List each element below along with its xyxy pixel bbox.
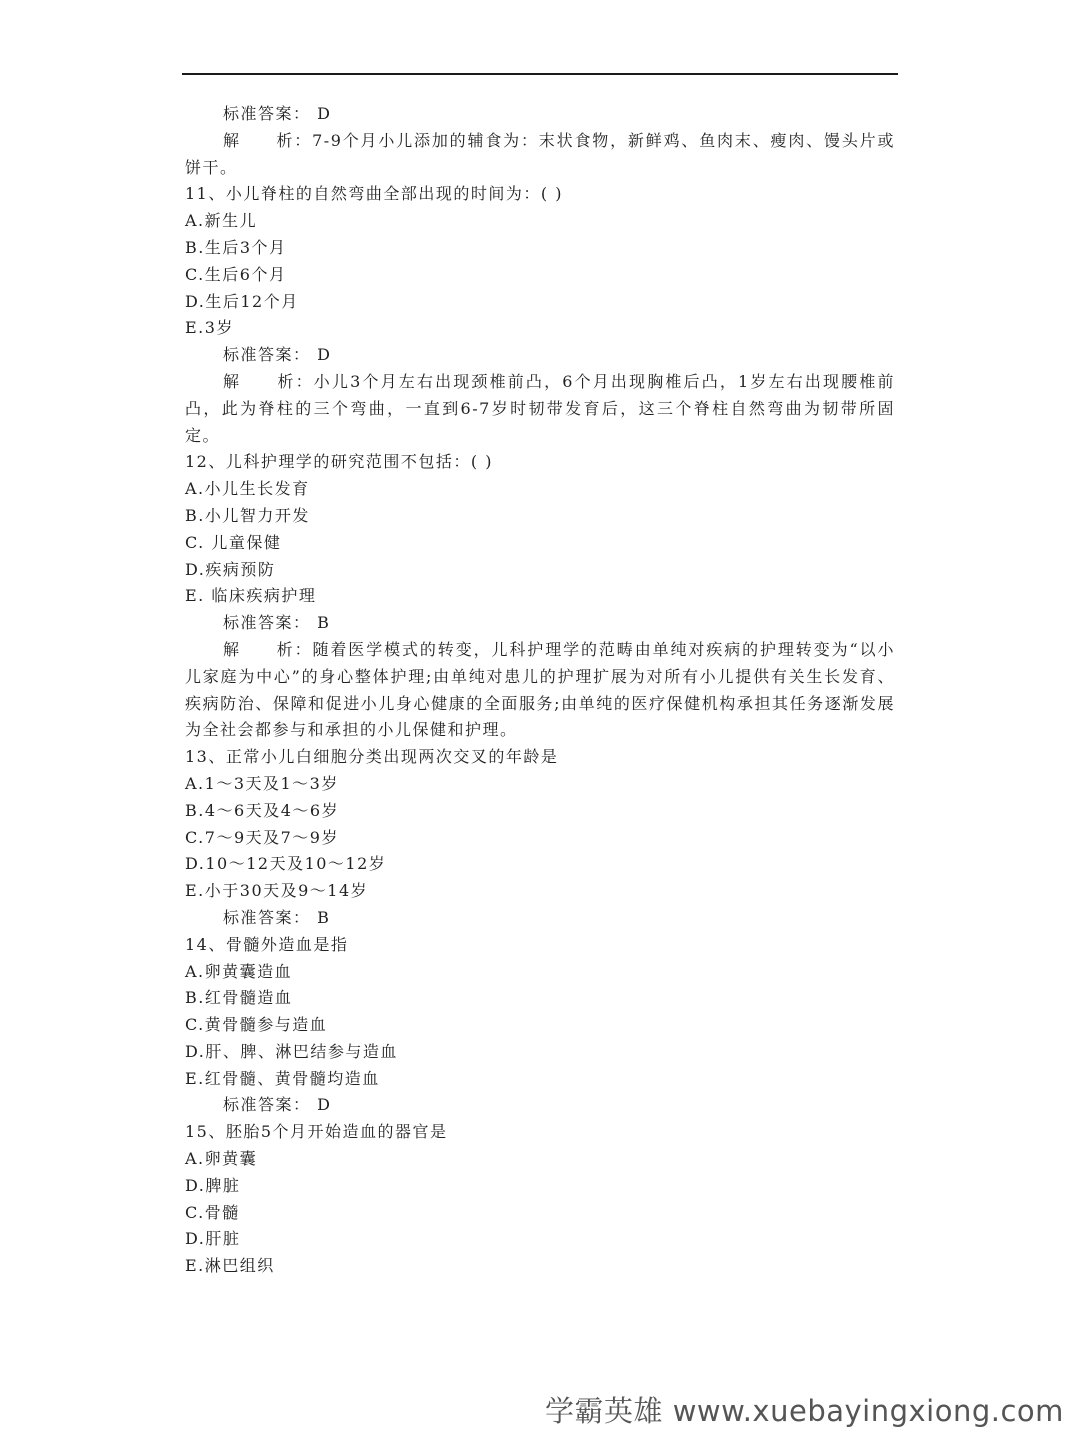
document-body: [185, 101, 895, 1280]
question-stem: 11、小儿脊柱的自然弯曲全部出现的时间为：( ): [185, 184, 563, 204]
analysis-paragraph: 解 析：随着医学模式的转变，儿科护理学的范畴由单纯对疾病的护理转变为“以小儿家庭为中心”的身心整体护理;由单纯对患儿的护理扩展为对所有小儿提供有关生长发育、疾病防治、保障和促进小儿身心健康的全面服务;由单纯的医疗保健机构承担其任务逐渐发展为全社会都参与和承担的小儿保健和护理。: [185, 639, 895, 740]
answer-option: A.卵黄囊: [185, 1149, 258, 1169]
answer-option: C.骨髓: [185, 1202, 240, 1222]
answer-option: A.1～3天及1～3岁: [185, 773, 339, 793]
answer-line: 标准答案： D: [223, 345, 332, 365]
question-stem: 14、骨髓外造血是指: [185, 934, 349, 954]
question-stem: 13、正常小儿白细胞分类出现两次交叉的年龄是: [185, 747, 559, 767]
answer-option: C.7～9天及7～9岁: [185, 827, 339, 847]
answer-line: 标准答案： B: [223, 613, 331, 633]
answer-option: E.红骨髓、黄骨髓均造血: [185, 1068, 380, 1088]
answer-line: 标准答案： D: [223, 1095, 332, 1115]
answer-option: D.10～12天及10～12岁: [185, 854, 387, 874]
answer-line: 标准答案： D: [223, 104, 332, 123]
answer-option: C.生后6个月: [185, 264, 287, 284]
answer-option: A.新生儿: [185, 211, 258, 231]
answer-option: A.卵黄囊造血: [185, 961, 293, 981]
answer-option: B.4～6天及4～6岁: [185, 800, 340, 820]
site-watermark: 学霸英雄 www.xuebayingxiong.com: [545, 1394, 1064, 1428]
answer-option: E.3岁: [185, 318, 234, 338]
question-stem: 12、儿科护理学的研究范围不包括：( ): [185, 452, 493, 472]
answer-option: D.肝脏: [185, 1229, 241, 1249]
answer-option: A.小儿生长发育: [185, 479, 310, 499]
answer-line: 标准答案： B: [223, 907, 331, 927]
answer-option: B.红骨髓造血: [185, 988, 293, 1008]
answer-option: B.小儿智力开发: [185, 505, 310, 525]
answer-option: D.肝、脾、淋巴结参与造血: [185, 1041, 398, 1061]
answer-option: D.生后12个月: [185, 291, 299, 311]
question-stem: 15、胚胎5个月开始造血的器官是: [185, 1122, 448, 1142]
answer-option: D.疾病预防: [185, 559, 276, 579]
answer-option: E.淋巴组织: [185, 1256, 275, 1276]
answer-option: D.脾脏: [185, 1175, 241, 1195]
analysis-paragraph: 解 析：小儿3个月左右出现颈椎前凸，6个月出现胸椎后凸，1岁左右出现腰椎前凸，此为脊柱的三个弯曲，一直到6-7岁时韧带发育后，这三个脊柱自然弯曲为韧带所固定。: [185, 371, 895, 445]
answer-option: E.小于30天及9～14岁: [185, 881, 369, 901]
answer-option: C. 儿童保健: [185, 532, 282, 552]
answer-option: B.生后3个月: [185, 237, 287, 257]
header-rule: [182, 73, 898, 75]
analysis-paragraph: 解 析：7-9个月小儿添加的辅食为：末状食物，新鲜鸡、鱼肉末、瘦肉、馒头片或饼干。: [185, 130, 895, 177]
answer-option: E. 临床疾病护理: [185, 586, 317, 606]
answer-option: C.黄骨髓参与造血: [185, 1015, 328, 1035]
